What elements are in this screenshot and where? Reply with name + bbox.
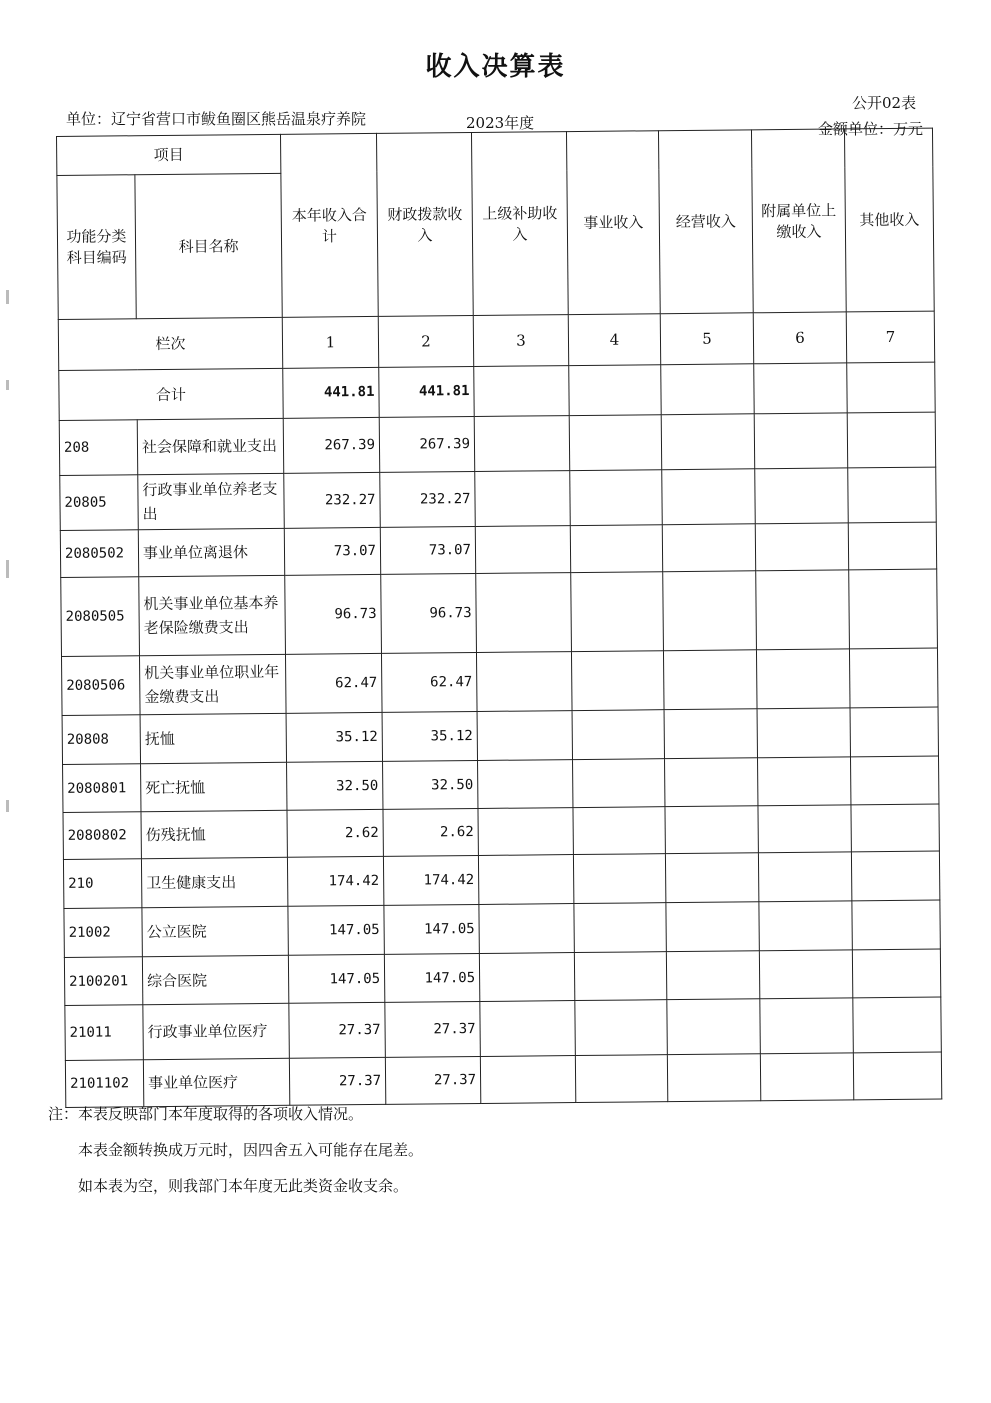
empty-cell <box>665 757 758 807</box>
empty-cell <box>848 522 936 570</box>
row-code: 210 <box>63 859 141 908</box>
empty-cell <box>848 467 937 523</box>
row-c2: 96.73 <box>381 573 477 653</box>
table-row <box>60 467 937 530</box>
col-number: 5 <box>660 313 753 365</box>
binding-mark <box>6 380 9 390</box>
row-c1: 73.07 <box>284 527 380 575</box>
note-line: 如本表为空，则我部门本年度无此类资金收支余。 <box>78 1177 409 1195</box>
header-col-7: 其他收入 <box>844 128 934 312</box>
empty-cell <box>758 805 851 853</box>
row-c2: 27.37 <box>385 1002 481 1058</box>
row-code: 208 <box>59 420 138 476</box>
row-code: 21002 <box>64 908 142 957</box>
total-row <box>59 362 935 421</box>
empty-cell <box>756 570 850 650</box>
row-name: 行政事业单位养老支出 <box>138 474 285 530</box>
empty-cell <box>667 999 761 1055</box>
col-number: 6 <box>753 312 846 364</box>
total-c1: 441.81 <box>283 367 379 419</box>
row-c2: 27.37 <box>385 1057 480 1105</box>
row-c2: 62.47 <box>381 652 477 712</box>
notes <box>48 1096 423 1204</box>
empty-cell <box>474 365 569 417</box>
row-c1: 147.05 <box>288 954 384 1004</box>
empty-cell <box>480 1056 575 1104</box>
empty-cell <box>754 413 848 469</box>
table-row <box>65 997 942 1060</box>
row-name: 事业单位离退休 <box>138 528 284 576</box>
empty-cell <box>571 571 664 651</box>
row-name: 机关事业单位基本养老保险缴费支出 <box>139 575 286 656</box>
row-code: 20808 <box>62 715 140 764</box>
row-c1: 27.37 <box>289 1003 386 1059</box>
header-func-code: 功能分类科目编码 <box>57 174 136 319</box>
empty-cell <box>759 901 852 951</box>
row-code: 21011 <box>65 1005 144 1061</box>
amount-unit: 金额单位：万元 <box>818 120 924 138</box>
row-name: 社会保障和就业支出 <box>137 419 284 475</box>
table-row <box>62 707 938 764</box>
binding-mark <box>6 560 9 578</box>
row-c2: 32.50 <box>383 760 478 810</box>
empty-cell <box>852 900 940 950</box>
row-code: 2080505 <box>61 577 140 657</box>
row-name: 事业单位医疗 <box>143 1059 289 1107</box>
empty-cell <box>756 649 850 709</box>
empty-cell <box>480 1001 576 1057</box>
empty-cell <box>847 362 935 414</box>
empty-cell <box>849 648 938 708</box>
row-c1: 232.27 <box>284 473 381 529</box>
row-c1: 174.42 <box>287 857 383 907</box>
row-name: 卫生健康支出 <box>141 857 287 907</box>
row-c2: 267.39 <box>379 417 475 473</box>
empty-cell <box>850 707 938 757</box>
row-name: 公立医院 <box>142 906 288 956</box>
header-col-3: 上级补助收入 <box>472 132 569 316</box>
row-c1: 96.73 <box>285 574 382 654</box>
empty-cell <box>755 523 848 571</box>
row-code: 2080801 <box>63 763 141 812</box>
empty-cell <box>847 412 936 468</box>
table-row <box>61 569 938 657</box>
empty-cell <box>754 363 847 415</box>
col-number: 2 <box>378 315 473 367</box>
empty-cell <box>479 903 574 953</box>
empty-cell <box>570 525 662 573</box>
empty-cell <box>760 1053 853 1101</box>
empty-cell <box>851 804 939 852</box>
empty-cell <box>569 415 662 471</box>
empty-cell <box>474 416 570 472</box>
empty-cell <box>478 855 573 905</box>
empty-cell <box>575 1000 668 1056</box>
row-c1: 35.12 <box>286 712 382 762</box>
table-row <box>63 804 939 859</box>
row-c1: 2.62 <box>287 810 383 858</box>
table-row <box>64 949 940 1006</box>
empty-cell <box>666 902 759 952</box>
table-row <box>63 851 939 908</box>
empty-cell <box>478 808 573 856</box>
empty-cell <box>477 710 572 760</box>
table-row <box>60 522 936 577</box>
empty-cell <box>755 468 849 524</box>
empty-cell <box>663 650 757 710</box>
row-c2: 2.62 <box>383 809 478 857</box>
header-subject-name: 科目名称 <box>135 173 282 319</box>
empty-cell <box>849 569 938 649</box>
row-code: 20805 <box>60 475 139 531</box>
row-c1: 27.37 <box>289 1058 385 1106</box>
row-c2: 35.12 <box>382 711 477 761</box>
row-c1: 267.39 <box>283 418 380 474</box>
empty-cell <box>479 952 574 1002</box>
empty-cell <box>569 364 661 416</box>
header-col-5: 经营收入 <box>658 130 753 314</box>
row-code: 2080506 <box>61 656 140 716</box>
col-number: 4 <box>568 314 660 366</box>
header-col-4: 事业收入 <box>566 131 660 315</box>
note-line: 注：本表反映部门本年度取得的各项收入情况。 <box>48 1105 364 1123</box>
empty-cell <box>851 851 939 901</box>
col-number: 7 <box>846 311 934 363</box>
row-c2: 174.42 <box>383 856 478 906</box>
header-col-2: 财政拨款收入 <box>377 133 474 317</box>
page-title: 收入决算表 <box>425 52 566 82</box>
empty-cell <box>573 854 665 904</box>
table-row <box>63 756 939 813</box>
empty-cell <box>757 708 850 758</box>
empty-cell <box>667 1054 760 1102</box>
empty-cell <box>573 758 665 808</box>
empty-cell <box>575 1055 667 1103</box>
empty-cell <box>665 806 758 854</box>
total-c2: 441.81 <box>379 366 474 418</box>
table-row <box>64 900 940 957</box>
header-col-6: 附属单位上缴收入 <box>751 129 846 313</box>
empty-cell <box>852 949 940 999</box>
row-c1: 32.50 <box>287 761 383 811</box>
binding-mark <box>6 800 9 812</box>
empty-cell <box>574 951 666 1001</box>
row-c2: 147.05 <box>384 904 479 954</box>
empty-cell <box>662 469 756 525</box>
empty-cell <box>663 571 757 651</box>
empty-cell <box>759 950 852 1000</box>
row-c1: 62.47 <box>286 653 383 713</box>
row-name: 死亡抚恤 <box>141 762 287 812</box>
empty-cell <box>758 757 851 807</box>
empty-cell <box>661 414 755 470</box>
empty-cell <box>666 950 759 1000</box>
empty-cell <box>572 710 664 760</box>
empty-cell <box>665 853 758 903</box>
empty-cell <box>758 852 851 902</box>
note-line: 本表金额转换成万元时，因四舍五入可能存在尾差。 <box>78 1141 424 1159</box>
row-c1: 147.05 <box>288 905 384 955</box>
empty-cell <box>760 998 854 1054</box>
table-row <box>59 412 936 475</box>
row-c2: 147.05 <box>384 953 479 1003</box>
empty-cell <box>478 759 573 809</box>
row-name: 机关事业单位职业年金缴费支出 <box>139 654 286 714</box>
unit-label: 单位：辽宁省营口市鲅鱼圈区熊岳温泉疗养院 <box>66 110 367 128</box>
total-label: 合计 <box>59 368 283 421</box>
empty-cell <box>476 652 572 712</box>
empty-cell <box>661 363 754 415</box>
header-row <box>57 128 933 175</box>
binding-mark <box>6 290 9 304</box>
row-name: 伤残抚恤 <box>141 811 287 859</box>
row-code: 2080802 <box>63 812 141 859</box>
empty-cell <box>853 997 942 1053</box>
table-row <box>61 648 938 715</box>
empty-cell <box>662 524 755 572</box>
empty-cell <box>571 651 664 711</box>
empty-cell <box>574 903 666 953</box>
row-c2: 232.27 <box>380 472 476 528</box>
row-name: 抚恤 <box>140 713 286 763</box>
header-col-1: 本年收入合计 <box>281 133 379 317</box>
empty-cell <box>573 807 665 855</box>
empty-cell <box>851 756 939 806</box>
empty-cell <box>475 471 571 527</box>
header-item: 项目 <box>57 134 281 175</box>
income-table <box>56 128 942 1108</box>
empty-cell <box>853 1052 941 1100</box>
empty-cell <box>664 709 757 759</box>
column-number-row <box>58 311 934 370</box>
row-code: 2100201 <box>64 956 142 1005</box>
empty-cell <box>570 470 663 526</box>
row-c2: 73.07 <box>380 527 475 575</box>
empty-cell <box>476 572 572 652</box>
col-number: 1 <box>282 316 378 368</box>
form-number: 公开02表 <box>852 94 917 112</box>
row-code: 2080502 <box>60 530 138 577</box>
row-label: 栏次 <box>58 317 282 370</box>
col-number: 3 <box>473 314 568 366</box>
row-code: 2101102 <box>65 1060 143 1108</box>
row-name: 综合医院 <box>142 955 288 1005</box>
fiscal-year: 2023年度 <box>466 114 535 132</box>
empty-cell <box>475 526 570 574</box>
row-name: 行政事业单位医疗 <box>143 1004 290 1060</box>
